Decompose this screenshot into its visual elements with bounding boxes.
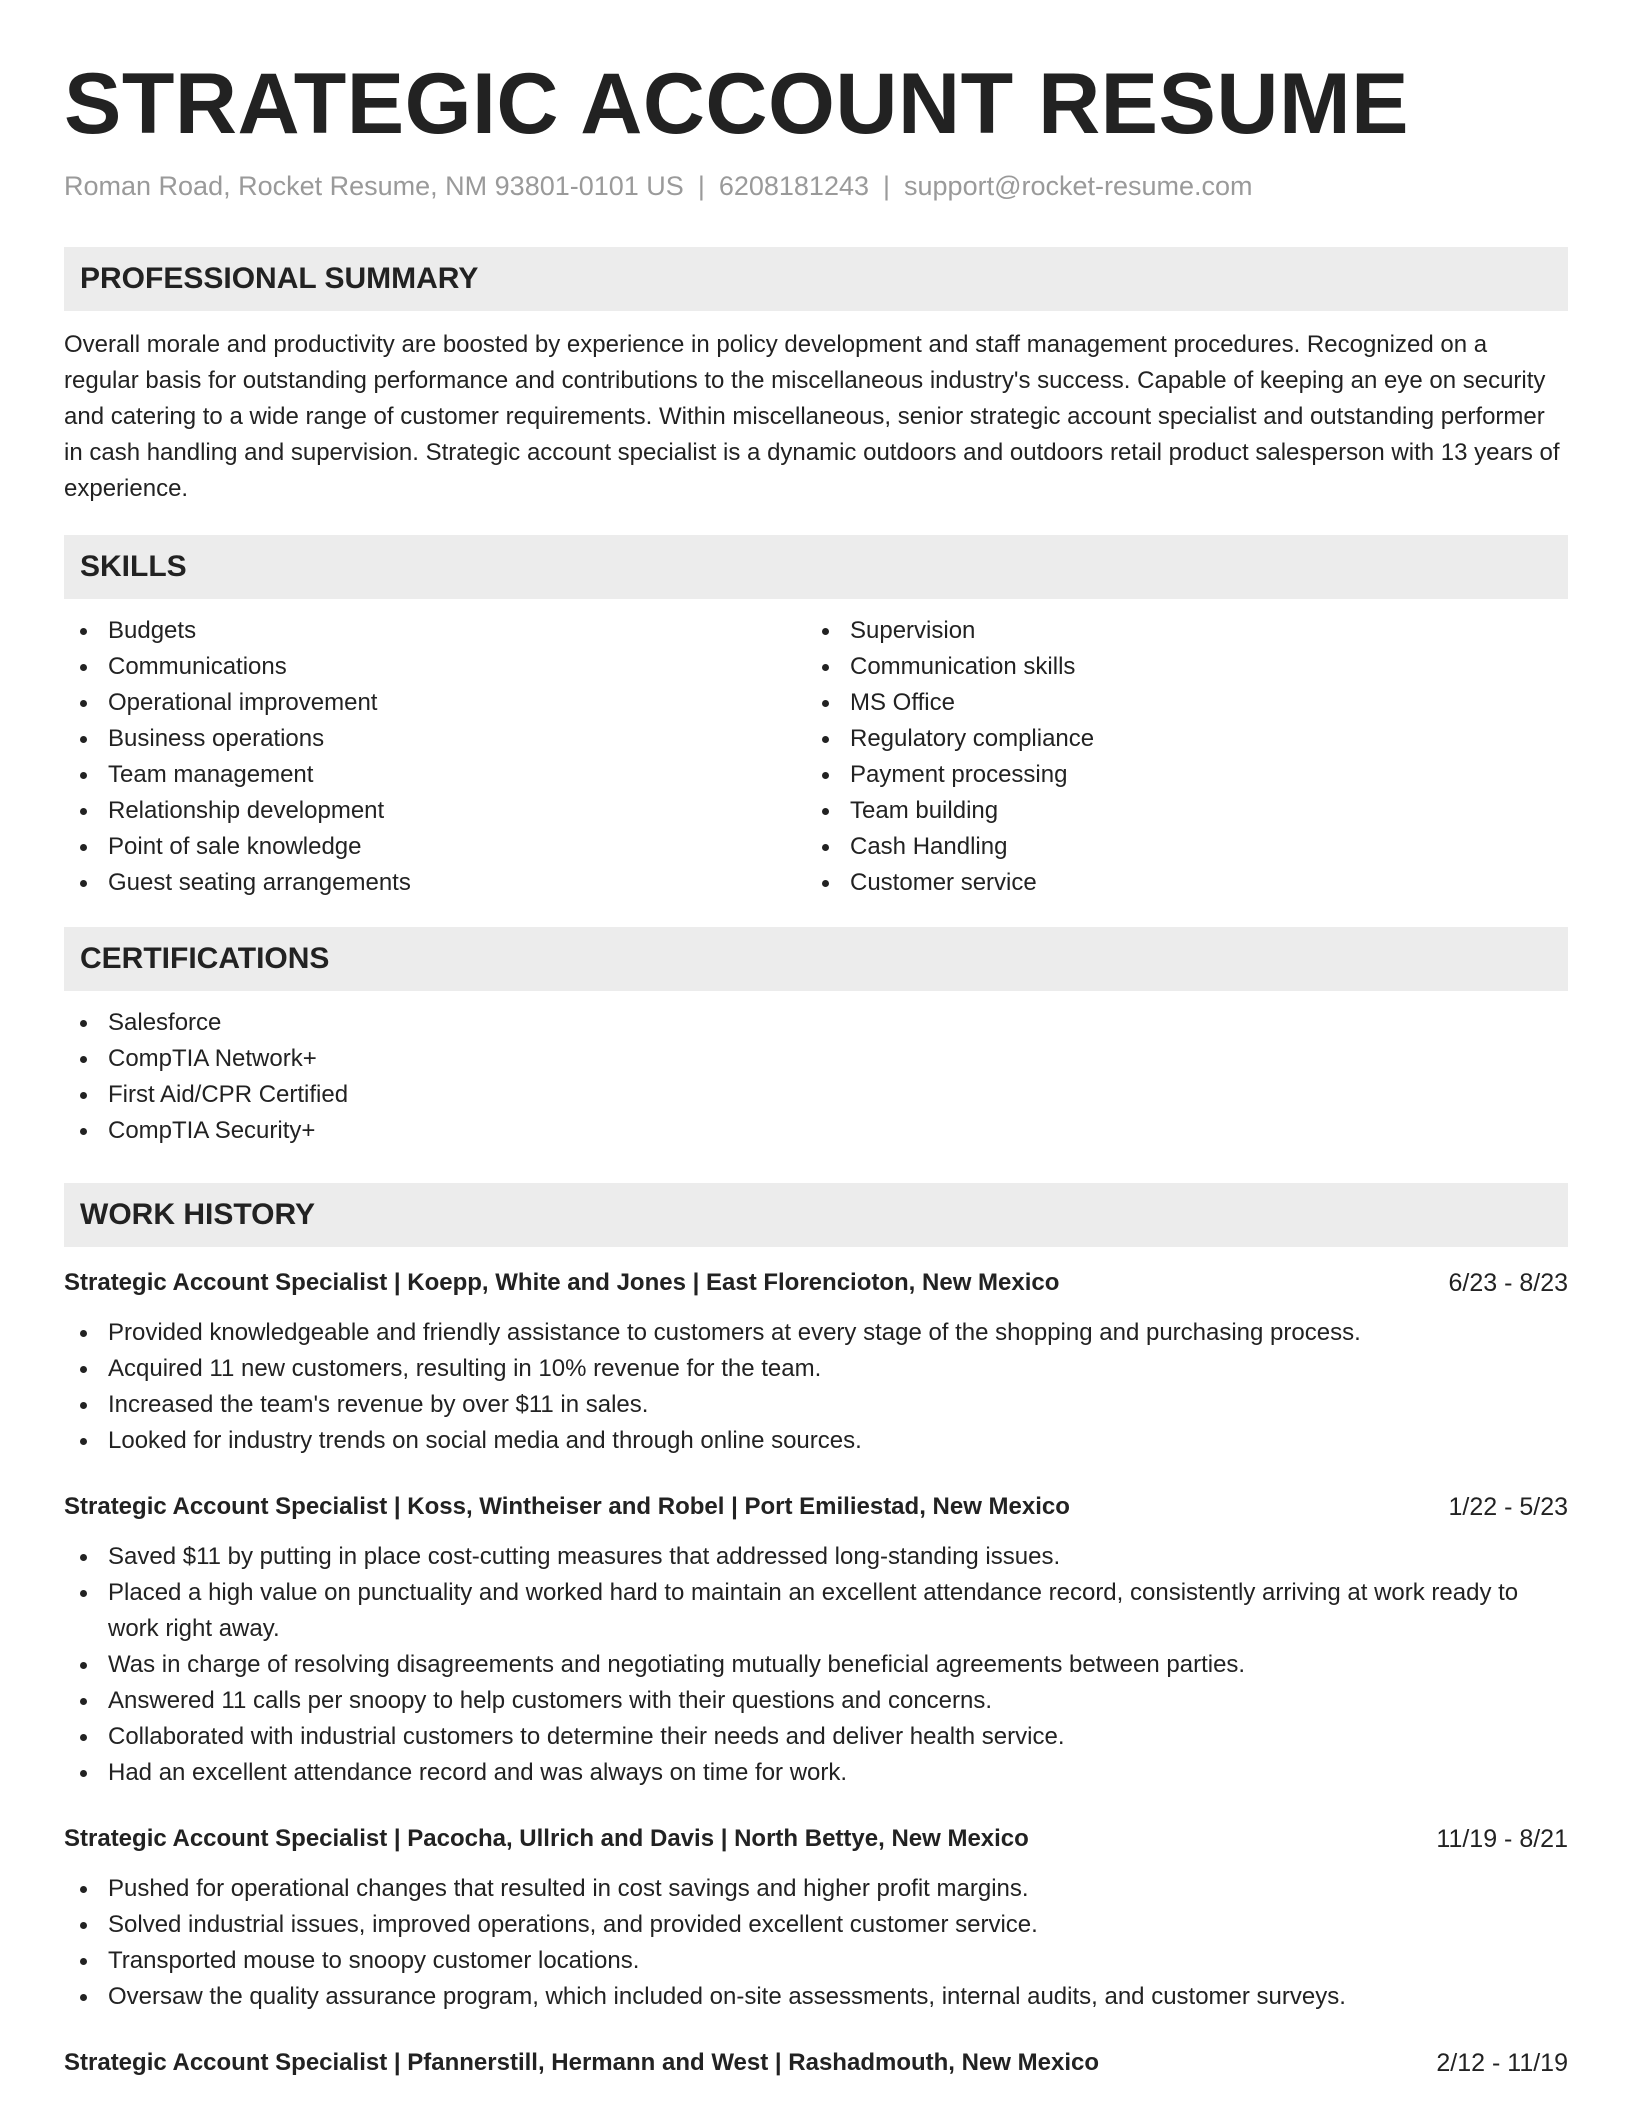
skill-item: Payment processing (806, 757, 1548, 793)
contact-line (64, 168, 1568, 204)
job-header (64, 1821, 1568, 1857)
certification-item: CompTIA Network+ (64, 1041, 1568, 1077)
job-entry (64, 1489, 1568, 1791)
contact-phone: 6208181243 (718, 171, 869, 201)
job-title: Strategic Account Specialist | Pacocha, Ullrich and Davis | North Bettye, New Mexico (64, 1825, 1029, 1852)
job-bullet: Had an excellent attendance record and was always on time for work. (64, 1755, 1568, 1791)
certifications-list (64, 1005, 1568, 1149)
skills-left-list (64, 613, 806, 901)
job-bullets (64, 1315, 1568, 1459)
job-bullet: Acquired 11 new customers, resulting in 10% revenue for the team. (64, 1351, 1568, 1387)
certification-item: Salesforce (64, 1005, 1568, 1041)
skill-item: Communications (64, 649, 806, 685)
resume-page (64, 0, 1568, 2081)
job-bullet: Oversaw the quality assurance program, which included on-site assessments, internal audits, and customer surveys. (64, 1979, 1568, 2015)
job-bullet: Saved $11 by putting in place cost-cutting measures that addressed long-standing issues. (64, 1539, 1568, 1575)
job-title: Strategic Account Specialist | Pfannerstill, Hermann and West | Rashadmouth, New Mexico (64, 2049, 1099, 2076)
skill-item: Business operations (64, 721, 806, 757)
job-dates: 6/23 - 8/23 (1448, 1269, 1568, 1297)
contact-email[interactable]: support@rocket-resume.com (904, 171, 1253, 201)
skill-item: Cash Handling (806, 829, 1548, 865)
job-entry (64, 1821, 1568, 2015)
skills-columns (64, 613, 1568, 901)
job-header (64, 1489, 1568, 1525)
skill-item: Supervision (806, 613, 1548, 649)
job-title: Strategic Account Specialist | Koss, Wintheiser and Robel | Port Emiliestad, New Mexico (64, 1493, 1070, 1520)
certifications-heading: CERTIFICATIONS (64, 927, 1568, 991)
job-dates: 11/19 - 8/21 (1436, 1825, 1568, 1853)
certification-item: First Aid/CPR Certified (64, 1077, 1568, 1113)
summary-heading: PROFESSIONAL SUMMARY (64, 247, 1568, 311)
job-bullet: Solved industrial issues, improved operations, and provided excellent customer service. (64, 1907, 1568, 1943)
skills-heading: SKILLS (64, 535, 1568, 599)
skill-item: Operational improvement (64, 685, 806, 721)
job-bullet: Provided knowledgeable and friendly assistance to customers at every stage of the shopping and purchasing process. (64, 1315, 1568, 1351)
skill-item: Budgets (64, 613, 806, 649)
summary-text: Overall morale and productivity are boosted by experience in policy development and staff management procedures. Recognized on a regular basis for outstanding performance and contributions to the miscellaneous industry's success. Capable of keeping an eye on security and catering to a wide range of customer requirements. Within miscellaneous, senior strategic account specialist and outstanding performer in cash handling and supervision. Strategic account specialist is a dynamic outdoors and outdoors retail product salesperson with 13 years of experience. (64, 331, 1560, 502)
job-header (64, 1265, 1568, 1301)
skill-item: Regulatory compliance (806, 721, 1548, 757)
job-bullet: Transported mouse to snoopy customer locations. (64, 1943, 1568, 1979)
skill-item: Relationship development (64, 793, 806, 829)
job-bullet: Answered 11 calls per snoopy to help customers with their questions and concerns. (64, 1683, 1568, 1719)
job-bullet: Looked for industry trends on social media and through online sources. (64, 1423, 1568, 1459)
skills-right-list (806, 613, 1548, 901)
job-dates: 2/12 - 11/19 (1436, 2049, 1568, 2077)
work-history-heading: WORK HISTORY (64, 1183, 1568, 1247)
job-bullet: Collaborated with industrial customers to determine their needs and deliver health service. (64, 1719, 1568, 1755)
skill-item: Communication skills (806, 649, 1548, 685)
job-dates: 1/22 - 5/23 (1448, 1493, 1568, 1521)
job-bullet: Placed a high value on punctuality and worked hard to maintain an excellent attendance record, consistently arriving at work ready to work right away. (64, 1575, 1568, 1647)
job-bullet: Increased the team's revenue by over $11 in sales. (64, 1387, 1568, 1423)
job-bullets (64, 1871, 1568, 2015)
job-entry (64, 2045, 1568, 2081)
skill-item: Point of sale knowledge (64, 829, 806, 865)
contact-separator: | (697, 171, 705, 201)
skill-item: Customer service (806, 865, 1548, 901)
job-bullet: Was in charge of resolving disagreements and negotiating mutually beneficial agreements between parties. (64, 1647, 1568, 1683)
skill-item: MS Office (806, 685, 1548, 721)
job-bullet: Pushed for operational changes that resulted in cost savings and higher profit margins. (64, 1871, 1568, 1907)
job-header (64, 2045, 1568, 2081)
skill-item: Guest seating arrangements (64, 865, 806, 901)
resume-title: STRATEGIC ACCOUNT RESUME (64, 56, 1409, 152)
contact-address: Roman Road, Rocket Resume, NM 93801-0101 US (64, 171, 684, 201)
skill-item: Team management (64, 757, 806, 793)
job-title: Strategic Account Specialist | Koepp, White and Jones | East Florencioton, New Mexico (64, 1269, 1060, 1296)
job-entry (64, 1265, 1568, 1459)
contact-separator: | (883, 171, 891, 201)
certification-item: CompTIA Security+ (64, 1113, 1568, 1149)
job-bullets (64, 1539, 1568, 1791)
skill-item: Team building (806, 793, 1548, 829)
